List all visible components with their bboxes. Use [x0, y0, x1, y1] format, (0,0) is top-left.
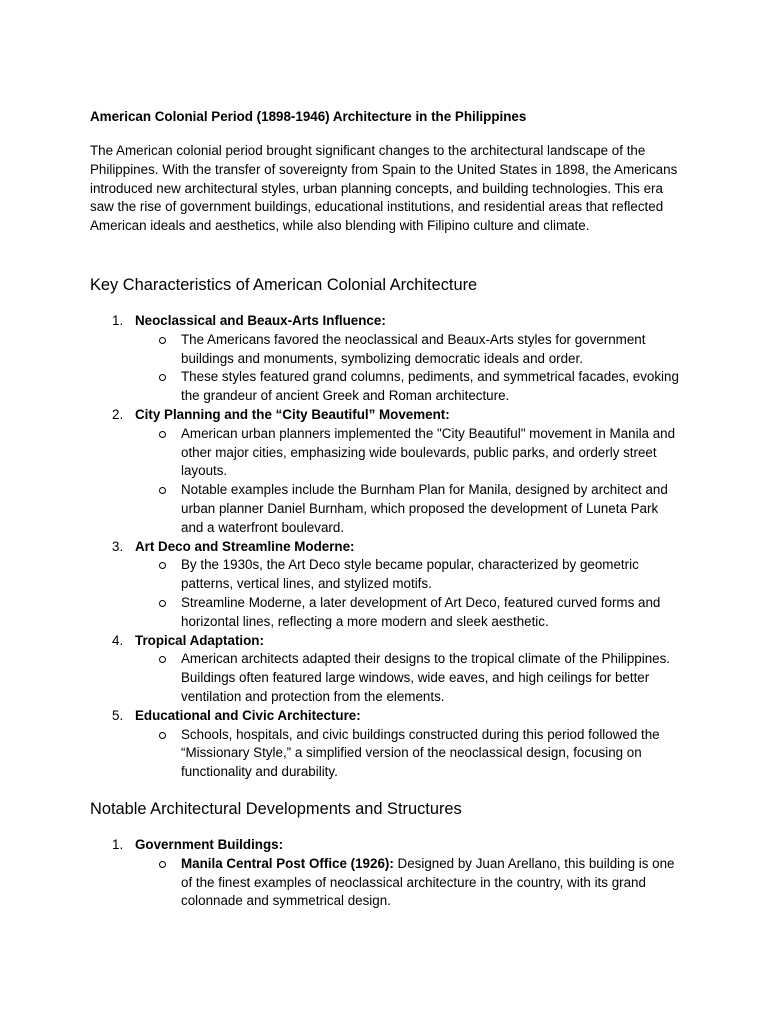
hollow-bullet-icon: [159, 337, 166, 344]
list-item-title: City Planning and the “City Beautiful” Movement:: [135, 406, 450, 422]
list-item-title: Neoclassical and Beaux-Arts Influence:: [135, 313, 386, 328]
hollow-bullet-icon: [159, 656, 166, 663]
list-item: [90, 707, 690, 782]
sub-list-item: American urban planners implemented the "City Beautiful" movement in Manila and other major cities, emphasizing wide boulevards, public parks, and orderly street layouts.: [135, 425, 690, 481]
list-item: [90, 406, 690, 538]
sub-list-item: Notable examples include the Burnham Plan for Manila, designed by architect and urban planner Daniel Burnham, which proposed the development of Luneta Park and a waterfront boulevard.: [135, 481, 690, 537]
intro-paragraph: The American colonial period brought significant changes to the architectural landscape of the Philippines. With the transfer of sovereignty from Spain to the United States in 1898, the Americans introduced new architectural styles, urban planning concepts, and building technologies. This era saw the rise of government buildings, educational institutions, and residential areas that reflected American ideals and aesthetics, while also blending with Filipino culture and climate.: [90, 143, 678, 234]
sub-list-item: These styles featured grand columns, pediments, and symmetrical facades, evoking the grandeur of ancient Greek and Roman architecture.: [135, 368, 690, 406]
sub-list-item: Schools, hospitals, and civic buildings constructed during this period followed the “Missionary Style,” a simplified version of the neoclassical design, focusing on functionality and durability.: [135, 726, 690, 782]
hollow-bullet-icon: [159, 732, 166, 739]
sub-list-item: The Americans favored the neoclassical and Beaux-Arts styles for government buildings and monuments, symbolizing democratic ideals and order.: [135, 331, 690, 369]
key-characteristics-list: [90, 312, 690, 782]
section-heading-key-characteristics: Key Characteristics of American Colonial Architecture: [90, 276, 478, 294]
hollow-bullet-icon: [159, 562, 166, 569]
hollow-bullet-icon: [159, 600, 166, 607]
building-description: Designed by Juan Arellano, this building is one of the finest examples of neoclassical architecture in the country, with its grand colonnade and symmetrical design.: [181, 855, 675, 909]
document-title: American Colonial Period (1898-1946) Architecture in the Philippines: [90, 109, 527, 124]
list-number: 1.: [112, 837, 124, 852]
list-number: 3.: [112, 538, 124, 554]
list-number: 5.: [112, 707, 124, 723]
hollow-bullet-icon: [159, 861, 166, 868]
hollow-bullet-icon: [159, 487, 166, 494]
list-item: [90, 312, 690, 406]
list-item: [90, 632, 690, 707]
sub-list-item: Streamline Moderne, a later development of Art Deco, featured curved forms and horizontal lines, reflecting a more modern and sleek aesthetic.: [135, 594, 690, 632]
list-item-title: Government Buildings:: [135, 837, 284, 852]
section-heading-notable-developments: Notable Architectural Developments and Structures: [90, 800, 462, 818]
list-item-title: Tropical Adaptation:: [135, 632, 264, 648]
list-item: [90, 836, 690, 911]
list-item: [90, 538, 690, 632]
sub-list-item: By the 1930s, the Art Deco style became popular, characterized by geometric patterns, vertical lines, and stylized motifs.: [135, 556, 690, 594]
hollow-bullet-icon: [159, 374, 166, 381]
hollow-bullet-icon: [159, 431, 166, 438]
sub-list-item: American architects adapted their designs to the tropical climate of the Philippines. Buildings often featured large windows, wide eaves, and high ceilings for better ventilation and protection from the elements.: [135, 650, 690, 706]
building-name: Manila Central Post Office (1926):: [181, 855, 394, 871]
list-item-title: Educational and Civic Architecture:: [135, 707, 361, 723]
list-number: 2.: [112, 406, 124, 422]
list-item-title: Art Deco and Streamline Moderne:: [135, 538, 355, 554]
list-number: 1.: [112, 313, 124, 328]
list-number: 4.: [112, 632, 124, 648]
sub-list-item: [135, 855, 690, 911]
notable-developments-list: [90, 836, 690, 911]
